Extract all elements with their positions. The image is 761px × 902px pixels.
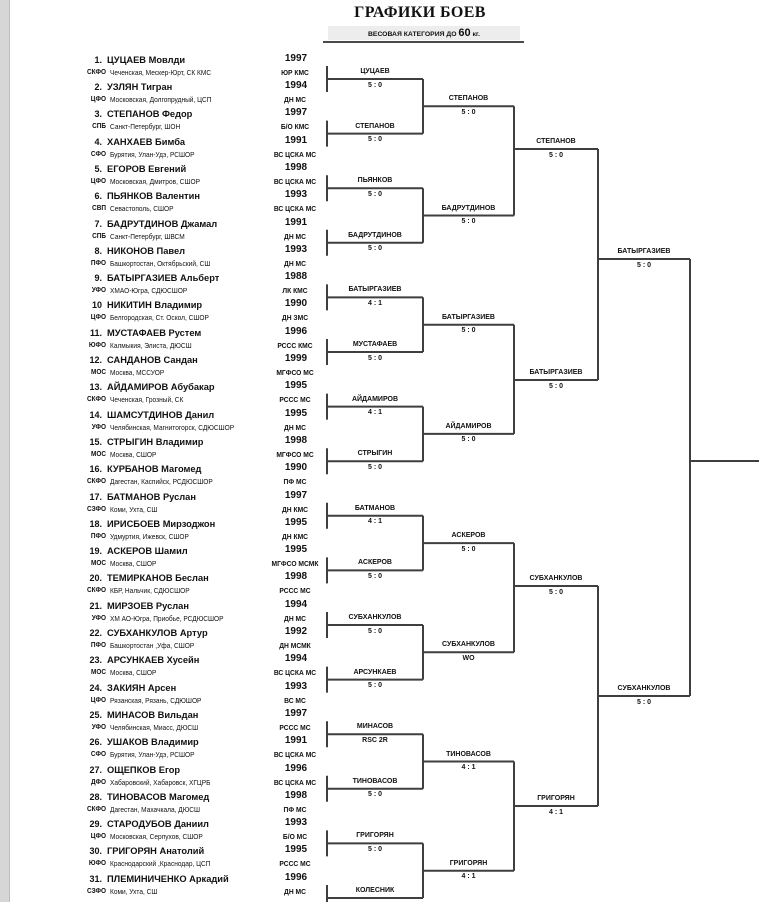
athlete-region-code: СКФО — [86, 68, 106, 76]
athlete-region-code: ПФО — [90, 642, 106, 649]
athlete-rank: ВС ЦСКА МС — [273, 149, 317, 159]
athlete-region-code: СПБ — [92, 123, 106, 131]
match-winner-name: ГРИГОРЯН — [449, 859, 488, 867]
athlete-region-code: СВП — [92, 205, 106, 213]
athlete-year-born: 1997 — [284, 52, 308, 64]
athlete-year-born: 1998 — [284, 434, 308, 446]
match-score: 5 : 0 — [367, 627, 382, 635]
athlete-rank: РССС МС — [279, 395, 311, 405]
athlete-club: Удмуртия, Ижевск, СШОР — [110, 531, 189, 541]
athlete-name: АЙДАМИРОВ Абубакар — [107, 382, 215, 393]
athlete-club: Москва, СШОР — [110, 449, 157, 459]
match-score: 5 : 0 — [461, 218, 476, 225]
athlete-year-born: 1993 — [284, 189, 308, 201]
athlete-name: СТЕПАНОВ Федор — [107, 109, 193, 120]
athlete-year-born: 1990 — [284, 298, 308, 310]
athlete-club: ХМ АО-Югра, Приобье, РСДЮСШОР — [110, 613, 224, 623]
athlete-club: Чеченская, Мескер-Юрт, СК КМС — [110, 67, 212, 77]
match-winner-name: ГРИГОРЯН — [356, 832, 394, 840]
athlete-region-code: ЦФО — [90, 833, 106, 841]
match-score: 4 : 1 — [367, 409, 382, 417]
athlete-year-born: 1993 — [284, 817, 308, 829]
match-score: 5 : 0 — [367, 245, 382, 253]
athlete-number: 4. — [94, 136, 102, 147]
athlete-name: ЦУЦАЕВ Мовлди — [107, 54, 186, 65]
athlete-number: 28. — [89, 791, 102, 802]
athlete-region-code: СФО — [90, 150, 106, 158]
athlete-number: 14. — [89, 409, 102, 420]
match-winner-name: МИНАСОВ — [356, 723, 394, 731]
athlete-name: ИРИСБОЕВ Мирзоджон — [107, 518, 216, 529]
athlete-name: ОЩЕПКОВ Егор — [107, 764, 181, 775]
athlete-name: СТРЫГИН Владимир — [107, 436, 204, 447]
athlete-club: Дагестан, Махачкала, ДЮСШ — [110, 804, 201, 814]
athlete-number: 13. — [89, 382, 102, 393]
match-score: 4 : 1 — [461, 764, 476, 771]
athlete-rank: ДН МС — [284, 886, 306, 896]
athlete-region-code: СЗФО — [87, 887, 106, 895]
athlete-name: СТАРОДУБОВ Даниил — [107, 819, 209, 830]
athlete-year-born: 1999 — [284, 353, 308, 364]
athlete-rank: МГФСО МС — [276, 368, 314, 377]
athlete-year-born: 1990 — [284, 462, 308, 474]
athlete-rank: ДН МС — [284, 613, 306, 623]
athlete-number: 6. — [94, 191, 102, 202]
athlete-number: 24. — [89, 682, 102, 693]
athlete-region-code: МОС — [90, 560, 106, 568]
athlete-year-born: 1997 — [284, 707, 308, 719]
athlete-year-born: 1993 — [284, 243, 308, 255]
match-score: 5 : 0 — [367, 572, 382, 580]
match-winner-name: СТЕПАНОВ — [448, 95, 489, 103]
match-winner-name: КОЛЕСНИК — [355, 887, 395, 894]
athlete-name: ТЕМИРКАНОВ Беслан — [107, 573, 209, 584]
athlete-rank: ВС МС — [284, 695, 306, 705]
match-winner-name: СУБХАНКУЛОВ — [348, 614, 402, 621]
athlete-region-code: ПФО — [90, 259, 106, 267]
athlete-number: 18. — [89, 518, 102, 529]
match-winner-name: БАДРУТДИНОВ — [348, 231, 402, 239]
athlete-rank: ДН МСМК — [279, 641, 311, 650]
athlete-name: КУРБАНОВ Магомед — [107, 464, 202, 475]
athlete-number: 26. — [89, 737, 102, 748]
athlete-region-code: СЗФО — [87, 505, 106, 513]
athlete-club: Краснодарский ,Краснодар, ЦСП — [110, 859, 211, 869]
athlete-region-code: ДФО — [90, 778, 106, 786]
athlete-club: Коми, Ухта, СШ — [110, 504, 158, 514]
athlete-number: 15. — [89, 436, 102, 447]
athlete-number: 25. — [89, 709, 102, 720]
match-winner-name: БАТЫРГАЗИЕВ — [617, 248, 671, 255]
athlete-number: 5. — [94, 163, 102, 174]
athlete-rank: МГФСО МС — [276, 449, 314, 459]
athlete-number: 19. — [89, 546, 102, 557]
athlete-year-born: 1997 — [284, 107, 308, 119]
weight-category-label: ВЕСОВАЯ КАТЕГОРИЯ ДО — [368, 31, 457, 38]
athlete-year-born: 1994 — [284, 598, 308, 610]
athlete-year-born: 1997 — [284, 489, 308, 501]
athlete-rank: ДН МС — [284, 95, 306, 104]
athlete-year-born: 1996 — [284, 325, 308, 337]
match-score: 5 : 0 — [461, 436, 476, 444]
athlete-year-born: 1988 — [284, 271, 308, 283]
match-score: 5 : 0 — [367, 791, 382, 799]
athlete-number: 3. — [94, 109, 102, 120]
athlete-number: 8. — [94, 245, 102, 256]
athlete-region-code: УФО — [91, 614, 106, 622]
athlete-rank: ЛК КМС — [282, 286, 308, 296]
athlete-number: 12. — [89, 355, 102, 365]
athlete-name: ШАМСУТДИНОВ Данил — [107, 409, 215, 420]
athlete-rank: ЮР КМС — [281, 67, 309, 77]
match-score: 5 : 0 — [367, 845, 382, 853]
athlete-region-code: СКФО — [86, 396, 106, 404]
athlete-number: 23. — [89, 655, 102, 666]
athlete-year-born: 1995 — [284, 380, 308, 392]
match-score: 5 : 0 — [548, 588, 563, 596]
match-score: 5 : 0 — [548, 151, 563, 159]
match-score: 5 : 0 — [367, 81, 382, 89]
match-winner-name: ТИНОВАСОВ — [352, 777, 398, 785]
match-score: 5 : 0 — [461, 108, 476, 116]
athlete-name: БАТЫРГАЗИЕВ Альберт — [107, 273, 220, 284]
athlete-club: Башкортостан, Октябрьский, СШ — [110, 258, 211, 268]
athlete-year-born: 1998 — [284, 789, 308, 801]
athlete-year-born: 1996 — [284, 871, 308, 883]
athlete-number: 27. — [89, 764, 102, 775]
match-winner-name: ГРИГОРЯН — [537, 795, 575, 802]
match-score: RSC 2R — [362, 736, 388, 744]
match-winner-name: ПЬЯНКОВ — [357, 177, 393, 185]
match-score: 5 : 0 — [367, 190, 382, 198]
athlete-region-code: МОС — [90, 450, 106, 458]
match-score: 5 : 0 — [548, 382, 563, 390]
athlete-region-code: ЦФО — [90, 314, 106, 322]
athlete-club: Москва, СШОР — [110, 559, 157, 569]
athlete-region-code: УФО — [91, 723, 106, 731]
athlete-number: 11. — [89, 327, 102, 338]
athlete-number: 16. — [89, 464, 102, 475]
athlete-rank: ДН МС — [284, 422, 306, 432]
page-title: ГРАФИКИ БОЕВ — [354, 4, 486, 21]
match-winner-name: АСКЕРОВ — [451, 532, 486, 540]
match-score: 4 : 1 — [367, 299, 382, 307]
athlete-name: БАДРУТДИНОВ Джамал — [107, 218, 218, 229]
athlete-name: ГРИГОРЯН Анатолий — [107, 846, 205, 857]
athlete-club: Коми, Ухта, СШ — [110, 886, 158, 896]
athlete-club: Московская, Серпухов, СШОР — [110, 832, 203, 842]
athlete-year-born: 1993 — [284, 680, 308, 692]
match-winner-name: МУСТАФАЕВ — [352, 341, 398, 348]
match-winner-name: БАТЫРГАЗИЕВ — [529, 369, 583, 376]
athlete-rank: ДН КМС — [281, 531, 309, 541]
athlete-region-code: ЦФО — [90, 177, 106, 185]
athlete-club: Челябинская, Миасс, ДЮСШ — [110, 722, 199, 732]
weight-category-unit: кг. — [472, 31, 480, 38]
athlete-region-code: МОС — [90, 669, 106, 677]
athlete-number: 10 — [91, 300, 102, 311]
athlete-club: Московская, Дмитров, СШОР — [110, 176, 200, 186]
athlete-number: 29. — [89, 819, 102, 830]
athlete-club: Бурятия, Улан-Удэ, РСШОР — [110, 750, 195, 760]
athlete-club: Бурятия, Улан-Удэ, РСШОР — [110, 149, 195, 159]
match-winner-name: СТРЫГИН — [357, 450, 393, 458]
match-score: 5 : 0 — [367, 463, 382, 471]
athlete-region-code: ЮФО — [88, 860, 106, 868]
athlete-number: 31. — [89, 873, 102, 884]
match-score: 4 : 1 — [548, 808, 563, 816]
athlete-rank: ДН ЗМС — [281, 313, 309, 323]
match-winner-name: ЦУЦАЕВ — [360, 68, 390, 75]
athlete-rank: Б/О КМС — [280, 122, 310, 132]
match-winner-name: СУБХАНКУЛОВ — [617, 685, 671, 692]
athlete-name: МИРЗОЕВ Руслан — [107, 600, 189, 611]
athlete-number: 21. — [89, 600, 102, 611]
match-winner-name: СУБХАНКУЛОВ — [442, 641, 495, 649]
athlete-year-born: 1995 — [284, 407, 308, 419]
match-winner-name: СТЕПАНОВ — [355, 122, 395, 130]
athlete-club: КБР, Нальчик, СДЮСШОР — [110, 586, 190, 596]
athlete-rank: ДН МС — [284, 258, 306, 268]
match-score: 5 : 0 — [461, 545, 476, 553]
athlete-rank: ВС ЦСКА МС — [273, 777, 317, 787]
athlete-year-born: 1991 — [284, 134, 308, 146]
athlete-club: Севастополь, СШОР — [110, 204, 174, 214]
athlete-name: ПЬЯНКОВ Валентин — [107, 191, 200, 202]
athlete-year-born: 1991 — [284, 735, 308, 747]
athlete-rank: ПФ МС — [283, 477, 307, 487]
athlete-name: ЕГОРОВ Евгений — [107, 163, 187, 174]
athlete-name: УЗЛЯН Тигран — [107, 82, 173, 92]
athlete-club: Белгородская, Ст. Оскол, СШОР — [110, 313, 209, 323]
athlete-rank: ВС ЦСКА МС — [273, 750, 317, 760]
athlete-club: Калмыкия, Элиста, ДЮСШ — [110, 340, 192, 350]
match-score: WO — [462, 654, 475, 662]
athlete-club: Москва, МССУОР — [110, 368, 165, 377]
athlete-club: ХМАО-Югра, СДЮСШОР — [110, 286, 188, 296]
athlete-region-code: СКФО — [86, 478, 106, 486]
match-winner-name: БАТЫРГАЗИЕВ — [348, 286, 402, 294]
athlete-number: 22. — [89, 628, 102, 638]
athlete-region-code: МОС — [90, 369, 106, 376]
athlete-club: Москва, СШОР — [110, 668, 157, 678]
athlete-name: СУБХАНКУЛОВ Артур — [107, 628, 208, 638]
athlete-name: АСКЕРОВ Шамил — [107, 546, 188, 557]
athlete-rank: ВС ЦСКА МС — [273, 204, 317, 214]
athlete-rank: РССС КМС — [277, 340, 313, 350]
athlete-rank: Б/О МС — [282, 832, 308, 842]
athlete-name: МУСТАФАЕВ Рустем — [107, 327, 202, 338]
match-score: 5 : 0 — [636, 698, 651, 706]
athlete-year-born: 1994 — [284, 80, 308, 91]
athlete-club: Санкт-Петербург, ШВСМ — [110, 231, 185, 241]
athlete-name: АРСУНКАЕВ Хусейн — [107, 655, 200, 666]
athlete-rank: МГФСО МСМК — [271, 559, 319, 569]
match-winner-name: ТИНОВАСОВ — [446, 750, 491, 758]
athlete-rank: РССС МС — [279, 586, 311, 596]
athlete-region-code: СФО — [90, 751, 106, 759]
athlete-club: Рязанская, Рязань, СДЮШОР — [110, 695, 202, 705]
athlete-region-code: УФО — [91, 423, 106, 431]
athlete-number: 2. — [94, 82, 102, 92]
athlete-number: 17. — [89, 491, 102, 502]
athlete-rank: РССС МС — [279, 859, 311, 869]
athlete-region-code: ЦФО — [90, 696, 106, 704]
athlete-region-code: СПБ — [92, 232, 106, 240]
athlete-club: Хабаровский, Хабаровск, ХГЦРБ — [110, 777, 211, 787]
match-winner-name: БАДРУТДИНОВ — [441, 204, 496, 212]
athlete-number: 7. — [94, 218, 102, 229]
athlete-year-born: 1992 — [284, 626, 308, 637]
weight-category-value: 60 — [458, 27, 471, 39]
athlete-club: Московская, Долгопрудный, ЦСП — [110, 95, 212, 104]
athlete-name: ТИНОВАСОВ Магомед — [107, 791, 210, 802]
match-winner-name: АЙДАМИРОВ — [351, 395, 399, 403]
athlete-number: 9. — [94, 273, 102, 284]
match-score: 4 : 1 — [367, 518, 382, 526]
athlete-club: Санкт-Петербург, ШОН — [110, 122, 181, 132]
athlete-rank: ДН КМС — [281, 504, 309, 514]
athlete-region-code: ЮФО — [88, 341, 106, 349]
match-score: 5 : 0 — [367, 682, 382, 690]
athlete-year-born: 1998 — [284, 161, 308, 173]
match-winner-name: СУБХАНКУЛОВ — [529, 575, 583, 582]
match-winner-name: СТЕПАНОВ — [536, 138, 576, 145]
match-winner-name: БАТМАНОВ — [354, 504, 396, 512]
match-winner-name: БАТЫРГАЗИЕВ — [442, 313, 495, 321]
athlete-region-code: ЦФО — [90, 96, 106, 103]
match-score: 5 : 0 — [367, 354, 382, 362]
athlete-number: 20. — [89, 573, 102, 584]
athlete-rank: ДН МС — [284, 231, 306, 241]
athlete-rank: РССС МС — [279, 722, 311, 732]
athlete-name: САНДАНОВ Сандан — [107, 355, 198, 365]
athlete-region-code: УФО — [91, 287, 106, 295]
athlete-club: Дагестан, Каспийск, РСДЮСШОР — [110, 477, 213, 487]
athlete-name: МИНАСОВ Вильдан — [107, 709, 199, 720]
athlete-name: НИКИТИН Владимир — [107, 300, 203, 311]
match-score: 4 : 1 — [461, 873, 476, 881]
athlete-year-born: 1995 — [284, 516, 308, 528]
athlete-year-born: 1995 — [284, 844, 308, 856]
athlete-name: ПЛЕМИНИЧЕНКО Аркадий — [107, 873, 229, 884]
athlete-name: БАТМАНОВ Руслан — [107, 491, 196, 502]
match-winner-name: АЙДАМИРОВ — [445, 422, 492, 430]
match-score: 5 : 0 — [461, 327, 476, 335]
athlete-region-code: СКФО — [86, 805, 106, 813]
athlete-rank: ВС ЦСКА МС — [273, 668, 317, 678]
athlete-name: УШАКОВ Владимир — [107, 737, 199, 748]
athlete-year-born: 1995 — [284, 544, 308, 556]
athlete-region-code: ПФО — [90, 532, 106, 540]
athlete-name: ХАНХАЕВ Бимба — [107, 136, 186, 147]
athlete-club: Башкортостан ,Уфа, СШОР — [110, 641, 195, 650]
athlete-name: НИКОНОВ Павел — [107, 245, 186, 256]
match-winner-name: АРСУНКАЕВ — [353, 668, 397, 676]
athlete-name: ЗАКИЯН Арсен — [107, 682, 177, 693]
athlete-year-born: 1998 — [284, 571, 308, 583]
athlete-region-code: СКФО — [86, 587, 106, 595]
athlete-year-born: 1991 — [284, 216, 308, 228]
athlete-year-born: 1996 — [284, 762, 308, 774]
athlete-club: Челябинская, Магнитогорск, СДЮСШОР — [110, 422, 235, 432]
match-score: 5 : 0 — [367, 136, 382, 144]
match-winner-name: АСКЕРОВ — [358, 559, 392, 567]
athlete-club: Чеченская, Грозный, СК — [110, 395, 184, 405]
athlete-number: 30. — [89, 846, 102, 857]
athlete-year-born: 1994 — [284, 653, 308, 665]
athlete-number: 1. — [94, 54, 102, 65]
match-score: 5 : 0 — [636, 261, 651, 269]
athlete-rank: ВС ЦСКА МС — [273, 176, 317, 186]
athlete-rank: ПФ МС — [283, 804, 307, 814]
